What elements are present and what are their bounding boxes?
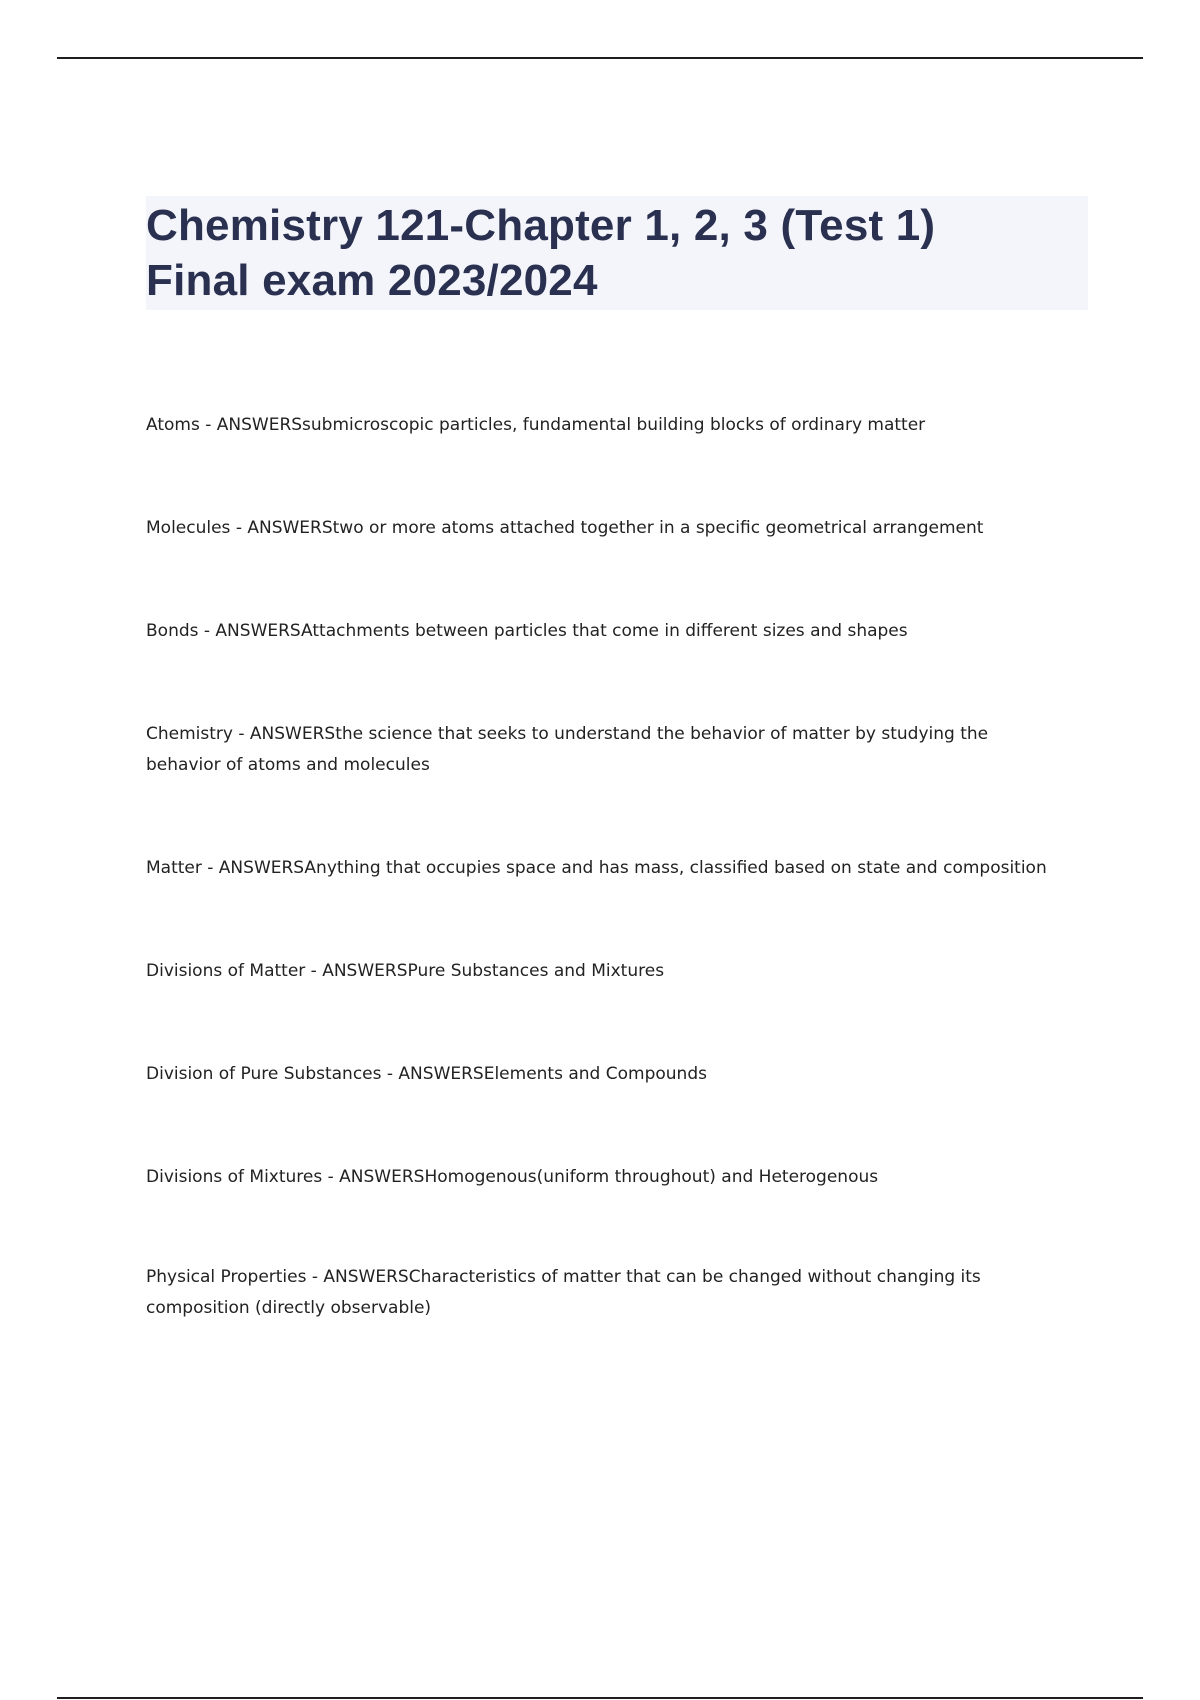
qa-item: Division of Pure Substances - ANSWERSElements and Compounds	[146, 1064, 707, 1084]
bottom-rule	[57, 1697, 1143, 1699]
qa-item: Physical Properties - ANSWERSCharacteristics of matter that can be changed without changing its composition (directly observable)	[146, 1267, 981, 1318]
qa-item: Divisions of Mixtures - ANSWERSHomogenous(uniform throughout) and Heterogenous	[146, 1167, 879, 1187]
qa-item: Molecules - ANSWERStwo or more atoms attached together in a specific geometrical arrangement	[146, 518, 984, 538]
top-rule	[57, 57, 1143, 59]
qa-item: Matter - ANSWERSAnything that occupies space and has mass, classified based on state and composition	[146, 858, 1047, 878]
qa-item: Bonds - ANSWERSAttachments between particles that come in different sizes and shapes	[146, 621, 908, 641]
page-title	[146, 198, 1088, 308]
qa-item: Atoms - ANSWERSsubmicroscopic particles, fundamental building blocks of ordinary matter	[146, 415, 926, 435]
qa-item: Chemistry - ANSWERSthe science that seeks to understand the behavior of matter by studying the behavior of atoms and molecules	[146, 724, 989, 775]
title-line-2: Final exam 2023/2024	[146, 256, 598, 305]
qa-item: Divisions of Matter - ANSWERSPure Substances and Mixtures	[146, 961, 665, 981]
title-line-1: Chemistry 121-Chapter 1, 2, 3 (Test 1)	[146, 201, 936, 250]
